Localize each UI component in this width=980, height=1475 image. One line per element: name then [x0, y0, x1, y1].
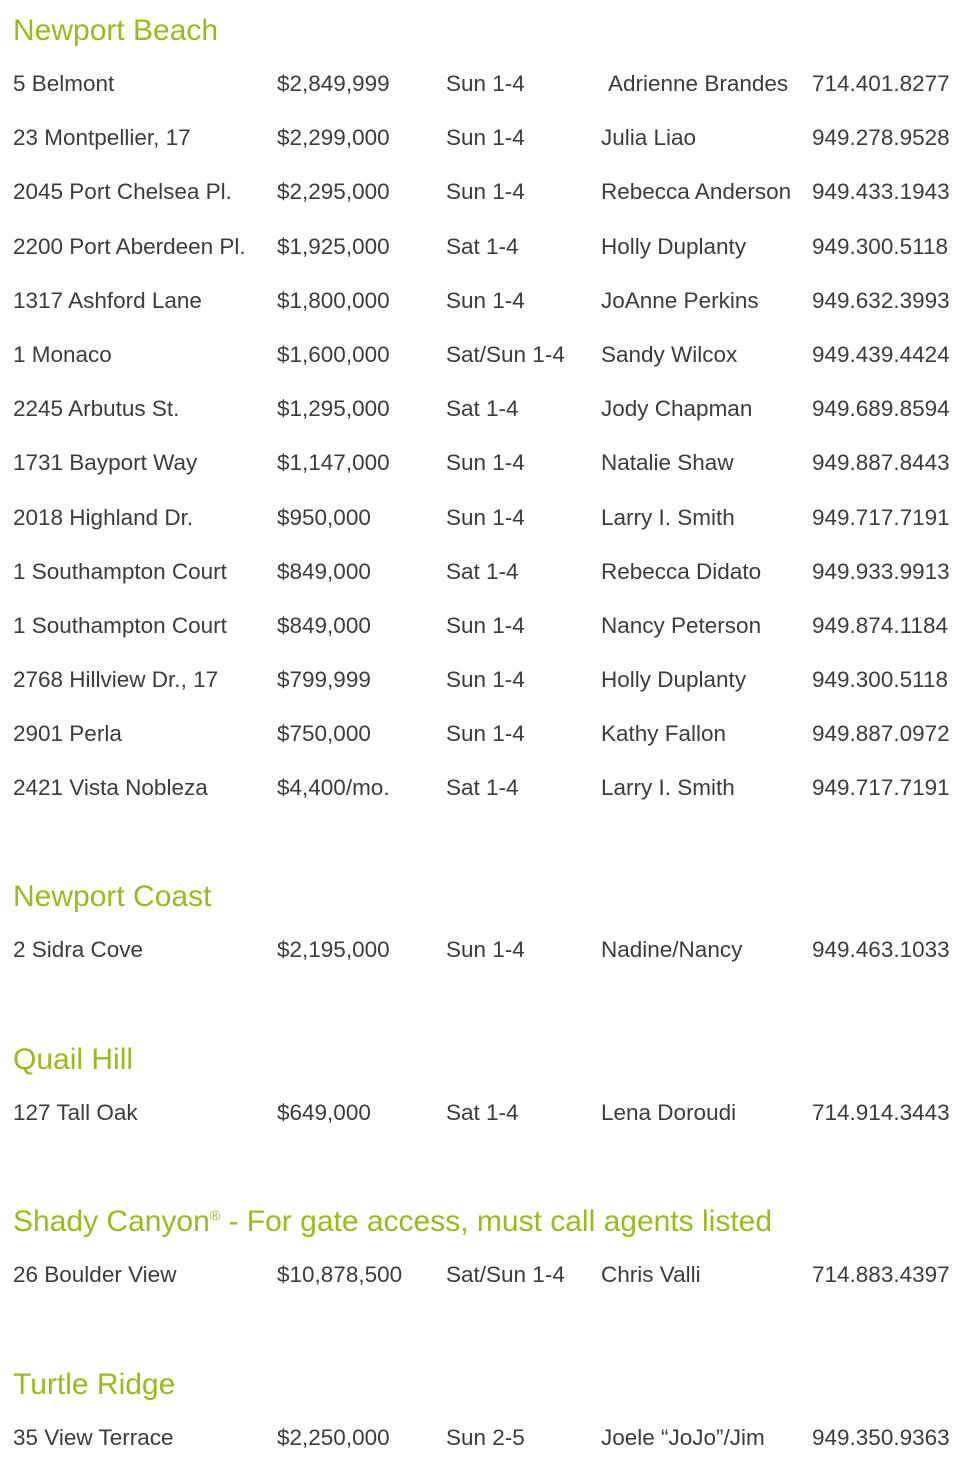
- listing-agent: Adrienne Brandes: [608, 71, 789, 96]
- listing-row: [13, 501, 973, 555]
- listing-agent: Chris Valli: [601, 1262, 701, 1287]
- listing-price: $2,195,000: [277, 937, 390, 962]
- listing-address: 1 Southampton Court: [13, 612, 227, 638]
- section-newport-coast: [13, 877, 973, 987]
- listing-row: [13, 1421, 973, 1475]
- listing-price: $1,925,000: [277, 233, 390, 259]
- section-title: [13, 1202, 973, 1242]
- listing-agent: Larry I. Smith: [601, 504, 735, 530]
- listing-time: Sun 1-4: [446, 125, 525, 151]
- listing-row: [13, 175, 973, 229]
- listing-agent: Lena Doroudi: [601, 1100, 737, 1125]
- listing-address: 2768 Hillview Dr., 17: [13, 667, 219, 693]
- section-title-note: - For gate access, must call agents listed: [220, 1205, 773, 1238]
- listing-price: $1,295,000: [277, 396, 390, 422]
- listing-time: Sun 1-4: [446, 450, 525, 476]
- listing-row: [13, 284, 973, 338]
- listing-address: 2245 Arbutus St.: [13, 396, 180, 422]
- listing-price: $1,600,000: [277, 341, 390, 367]
- listing-agent: Larry I. Smith: [601, 775, 735, 801]
- listing-row: [13, 338, 973, 392]
- listing-agent: Julia Liao: [601, 125, 697, 151]
- listing-time: Sun 1-4: [446, 504, 525, 530]
- section-newport-beach: [13, 11, 973, 826]
- listing-phone: 714.883.4397: [812, 1262, 950, 1287]
- listing-price: $2,849,999: [277, 71, 390, 96]
- listing-time: Sun 1-4: [446, 667, 525, 693]
- listing-phone: 949.717.7191: [812, 504, 950, 530]
- listing-price: $799,999: [277, 667, 371, 693]
- listing-time: Sun 2-5: [446, 1425, 525, 1450]
- section-title-name: Shady Canyon: [13, 1205, 210, 1238]
- listing-time: Sun 1-4: [446, 937, 525, 962]
- listing-address: 5 Belmont: [13, 71, 115, 96]
- listing-phone: 714.401.8277: [812, 71, 950, 96]
- listing-address: 1317 Ashford Lane: [13, 287, 202, 313]
- listing-address: 2045 Port Chelsea Pl.: [13, 179, 232, 205]
- listing-price: $2,299,000: [277, 125, 390, 151]
- listing-phone: 949.887.0972: [812, 721, 950, 747]
- listing-time: Sat 1-4: [446, 1100, 519, 1125]
- listing-time: Sat 1-4: [446, 396, 519, 422]
- listing-price: $1,147,000: [277, 450, 390, 476]
- listing-time: Sat/Sun 1-4: [446, 1262, 565, 1287]
- listing-row: [13, 446, 973, 500]
- listing-time: Sat/Sun 1-4: [446, 341, 565, 367]
- listing-address: 2018 Highland Dr.: [13, 504, 194, 530]
- listing-address: 26 Boulder View: [13, 1262, 177, 1287]
- listing-price: $1,800,000: [277, 287, 390, 313]
- listing-time: Sun 1-4: [446, 612, 525, 638]
- listing-agent: Jody Chapman: [601, 396, 753, 422]
- section-shady-canyon: [13, 1202, 973, 1312]
- listing-address: 1 Southampton Court: [13, 558, 227, 584]
- listing-address: 2200 Port Aberdeen Pl.: [13, 233, 246, 259]
- listing-row: [13, 121, 973, 175]
- listing-row: [13, 771, 973, 825]
- listing-list: [13, 1258, 973, 1312]
- listing-time: Sat 1-4: [446, 558, 519, 584]
- listing-price: $4,400/mo.: [277, 775, 390, 801]
- listing-price: $2,295,000: [277, 179, 390, 205]
- section-quail-hill: [13, 1040, 973, 1150]
- listing-row: [13, 392, 973, 446]
- listing-row: [13, 933, 973, 987]
- listing-agent: Nadine/Nancy: [601, 937, 743, 962]
- listing-phone: 949.689.8594: [812, 396, 950, 422]
- listing-address: 1 Monaco: [13, 341, 112, 367]
- listing-phone: 949.887.8443: [812, 450, 950, 476]
- listing-row: [13, 555, 973, 609]
- listing-price: $2,250,000: [277, 1425, 390, 1450]
- section-title: Turtle Ridge: [13, 1368, 176, 1401]
- section-title: Newport Beach: [13, 14, 219, 47]
- listing-phone: 949.300.5118: [812, 667, 948, 693]
- listing-agent: Kathy Fallon: [601, 721, 727, 747]
- listing-agent: JoAnne Perkins: [601, 287, 759, 313]
- listing-price: $750,000: [277, 721, 371, 747]
- listing-agent: Joele “JoJo”/Jim: [601, 1425, 765, 1450]
- listing-price: $950,000: [277, 504, 371, 530]
- listing-row: [13, 1258, 973, 1312]
- listing-time: Sun 1-4: [446, 721, 525, 747]
- listing-list: [13, 67, 973, 826]
- section-title: Newport Coast: [13, 880, 212, 913]
- listing-time: Sat 1-4: [446, 775, 519, 801]
- listing-phone: 949.463.1033: [812, 937, 950, 962]
- section-title: Quail Hill: [13, 1043, 134, 1076]
- listing-agent: Rebecca Anderson: [601, 179, 792, 205]
- listing-phone: 949.874.1184: [812, 612, 948, 638]
- listing-address: 2901 Perla: [13, 721, 122, 747]
- listing-row: [13, 1096, 973, 1150]
- listing-row: [13, 663, 973, 717]
- listing-address: 1731 Bayport Way: [13, 450, 198, 476]
- listing-price: $849,000: [277, 612, 371, 638]
- listing-agent: Sandy Wilcox: [601, 341, 738, 367]
- listing-address: 2421 Vista Nobleza: [13, 775, 208, 801]
- listing-agent: Nancy Peterson: [601, 612, 762, 638]
- listing-row: [13, 230, 973, 284]
- listing-time: Sat 1-4: [446, 233, 519, 259]
- registered-mark: ®: [209, 1207, 221, 1223]
- listing-phone: 949.300.5118: [812, 233, 948, 259]
- section-turtle-ridge: [13, 1365, 973, 1475]
- listing-phone: 949.717.7191: [812, 775, 950, 801]
- listing-price: $649,000: [277, 1100, 371, 1125]
- listing-phone: 949.278.9528: [812, 125, 950, 151]
- listing-phone: 949.933.9913: [812, 558, 950, 584]
- listing-list: [13, 933, 973, 987]
- listing-list: [13, 1096, 973, 1150]
- listing-price: $10,878,500: [277, 1262, 403, 1287]
- listing-phone: 714.914.3443: [812, 1100, 950, 1125]
- listing-address: 35 View Terrace: [13, 1425, 174, 1450]
- listing-row: [13, 67, 973, 121]
- listing-address: 23 Montpellier, 17: [13, 125, 191, 151]
- listing-time: Sun 1-4: [446, 287, 525, 313]
- listing-agent: Rebecca Didato: [601, 558, 762, 584]
- listing-address: 127 Tall Oak: [13, 1100, 138, 1125]
- listing-time: Sun 1-4: [446, 179, 525, 205]
- listing-address: 2 Sidra Cove: [13, 937, 144, 962]
- listing-time: Sun 1-4: [446, 71, 525, 96]
- listing-price: $849,000: [277, 558, 371, 584]
- listing-agent: Natalie Shaw: [601, 450, 734, 476]
- listing-agent: Holly Duplanty: [601, 667, 747, 693]
- listing-row: [13, 609, 973, 663]
- listing-phone: 949.350.9363: [812, 1425, 950, 1450]
- listing-agent: Holly Duplanty: [601, 233, 747, 259]
- listing-phone: 949.433.1943: [812, 179, 950, 205]
- listing-phone: 949.632.3993: [812, 287, 950, 313]
- listing-row: [13, 717, 973, 771]
- listing-phone: 949.439.4424: [812, 341, 950, 367]
- listing-list: [13, 1421, 973, 1475]
